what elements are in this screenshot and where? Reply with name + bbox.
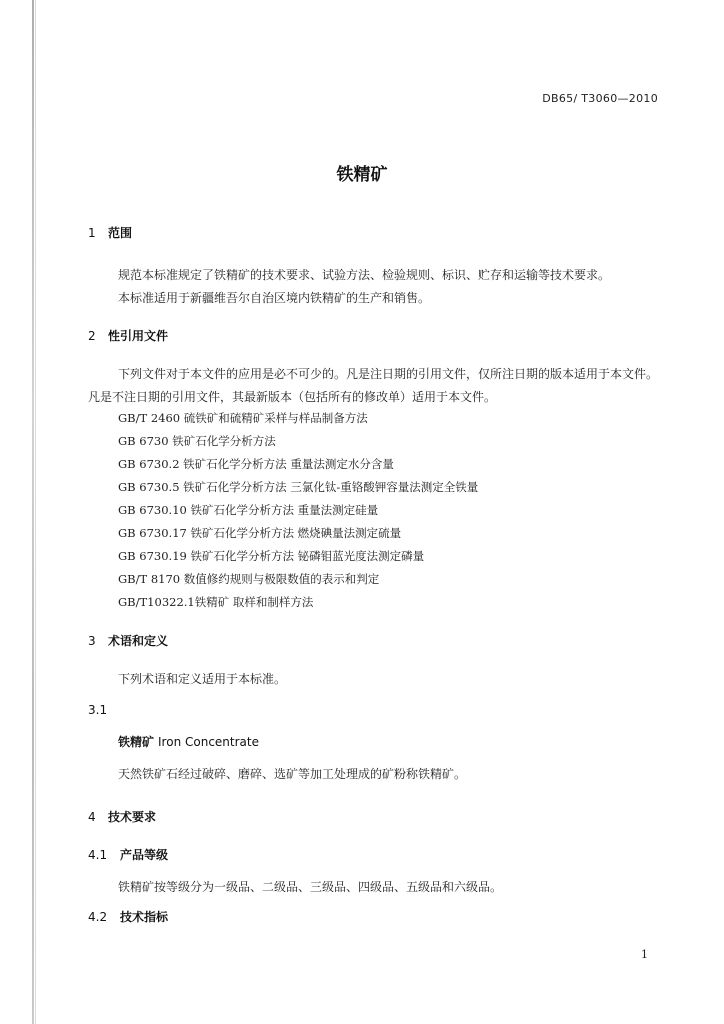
term-english: Iron Concentrate: [158, 735, 259, 749]
section-3-number: 3: [88, 634, 96, 648]
section-4-1-heading: [88, 846, 168, 863]
section-4-2-title: 技术指标: [120, 910, 169, 924]
section-1-line-1: 规范本标准规定了铁精矿的技术要求、试验方法、检验规则、标识、贮存和运输等技术要求。: [118, 268, 611, 282]
page-number: 1: [641, 948, 648, 961]
section-4-1-text: 铁精矿按等级分为一级品、二级品、三级品、四级品、五级品和六级品。: [118, 880, 503, 894]
section-3-title: 术语和定义: [108, 634, 169, 648]
scan-binding-edge-shadow: [35, 0, 36, 1024]
reference-item: GB 6730.5 铁矿石化学分析方法 三氯化钛-重铬酸钾容量法测定全铁量: [118, 480, 479, 494]
section-4-1-title: 产品等级: [120, 848, 169, 862]
section-2-title: 性引用文件: [108, 329, 169, 343]
section-3-heading: [88, 632, 168, 649]
section-1-line-2: 本标准适用于新疆维吾尔自治区境内铁精矿的生产和销售。: [118, 291, 431, 305]
section-2-number: 2: [88, 329, 96, 343]
section-4-title: 技术要求: [108, 810, 157, 824]
reference-item: GB/T10322.1铁精矿 取样和制样方法: [118, 595, 314, 609]
section-3-intro: 下列术语和定义适用于本标准。: [118, 672, 287, 686]
section-2-intro: [88, 363, 660, 409]
section-4-heading: [88, 808, 156, 825]
reference-item: GB 6730 铁矿石化学分析方法: [118, 434, 276, 448]
term-definition: 天然铁矿石经过破碎、磨碎、选矿等加工处理成的矿粉称铁精矿。: [118, 767, 467, 781]
section-1-number: 1: [88, 226, 96, 240]
term-chinese: 铁精矿: [118, 735, 155, 749]
document-title: 铁精矿: [336, 165, 388, 185]
section-3-1-heading: [88, 703, 120, 717]
reference-item: GB/T 8170 数值修约规则与极限数值的表示和判定: [118, 572, 380, 586]
reference-item: GB 6730.2 铁矿石化学分析方法 重量法测定水分含量: [118, 457, 394, 471]
section-4-2-number: 4.2: [88, 910, 108, 924]
section-1-heading: [88, 224, 132, 241]
reference-item: GB 6730.19 铁矿石化学分析方法 铋磷钼蓝光度法测定磷量: [118, 549, 425, 563]
scan-binding-edge: [32, 0, 34, 1024]
section-4-2-heading: [88, 908, 168, 925]
section-2-heading: [88, 327, 168, 344]
reference-item: GB 6730.10 铁矿石化学分析方法 重量法测定硅量: [118, 503, 379, 517]
reference-item: GB/T 2460 硫铁矿和硫精矿采样与样品制备方法: [118, 411, 368, 425]
section-4-number: 4: [88, 810, 96, 824]
term-entry: [118, 733, 259, 750]
section-1-title: 范围: [108, 226, 133, 240]
reference-item: GB 6730.17 铁矿石化学分析方法 燃烧碘量法测定硫量: [118, 526, 402, 540]
section-3-1-number: 3.1: [88, 703, 108, 717]
section-4-1-number: 4.1: [88, 848, 108, 862]
section-2-intro-text: 下列文件对于本文件的应用是必不可少的。凡是注日期的引用文件，仅所注日期的版本适用于本文件。凡是不注日期的引用文件，其最新版本（包括所有的修改单）适用于本文件。: [88, 367, 659, 404]
document-code: DB65/ T3060—2010: [542, 92, 658, 105]
